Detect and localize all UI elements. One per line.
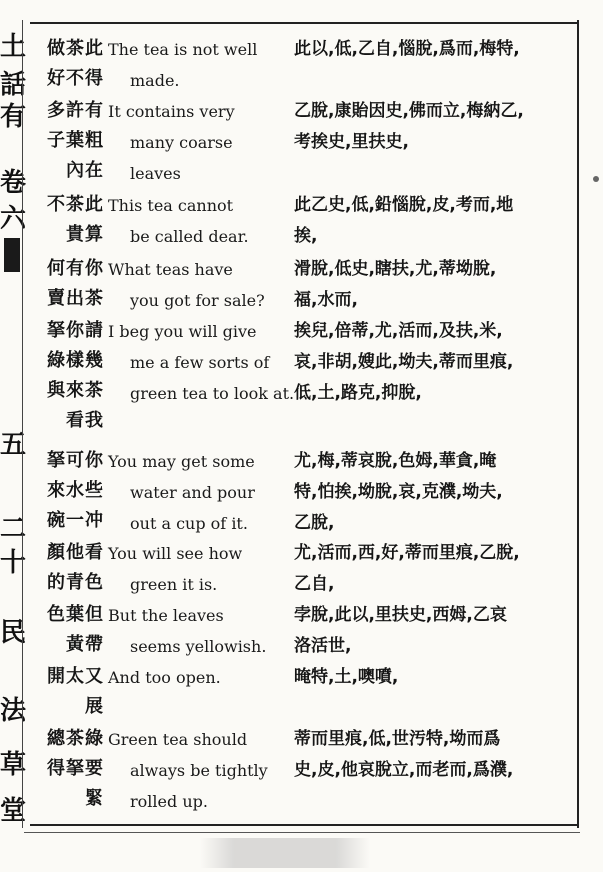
english-translation-line: But the leaves <box>108 606 224 625</box>
phonetic-transcription-line: 此乙史,低,鉛惱脫,皮,考而,地 <box>294 195 514 215</box>
english-translation <box>108 662 298 693</box>
english-translation-line: seems yellowish. <box>130 637 267 656</box>
english-translation-line: out a cup of it. <box>130 514 248 533</box>
spine-character: 六 <box>0 204 27 234</box>
phonetic-transcription-line: 此以,低,乙自,惱脫,爲而,梅特, <box>294 39 520 59</box>
chinese-phrase-line: 與來茶 <box>47 380 104 401</box>
chinese-phrase <box>26 538 104 598</box>
phonetic-transcription <box>294 34 574 65</box>
english-translation <box>108 190 298 252</box>
phonetic-transcription-line: 尤,活而,西,好,蒂而里痕,乙脫, <box>294 543 520 563</box>
spine-character: 草 <box>0 750 27 780</box>
chinese-phrase-line: 拏你請 <box>47 320 104 341</box>
chinese-phrase-line: 看我 <box>66 410 104 431</box>
phonetic-transcription-line: 孛脫,此以,里扶史,西姆,乙哀 <box>294 605 507 625</box>
phonetic-transcription-line: 乙脫, <box>294 513 335 533</box>
chinese-phrase-line: 得拏要 <box>47 758 104 779</box>
english-translation-line: This tea cannot <box>108 196 234 215</box>
phonetic-transcription <box>294 446 574 539</box>
spine-character: 民 <box>0 618 27 648</box>
phonetic-transcription <box>294 316 574 409</box>
english-translation-line: water and pour <box>130 483 255 502</box>
chinese-phrase-line: 開太又 <box>47 666 104 687</box>
chinese-phrase <box>26 96 104 186</box>
phonetic-transcription-line: 挨, <box>294 226 318 246</box>
english-translation-line: you got for sale? <box>130 291 265 310</box>
chinese-phrase-line: 好不得 <box>47 68 104 89</box>
english-translation <box>108 254 298 316</box>
chinese-phrase <box>26 662 104 722</box>
english-translation-line: many coarse <box>130 133 233 152</box>
chinese-phrase-line: 拏可你 <box>47 450 104 471</box>
bottom-border-rule-outer <box>24 832 580 833</box>
chinese-phrase-line: 做茶此 <box>47 38 104 59</box>
chinese-phrase-line: 內在 <box>66 160 104 181</box>
phonetic-transcription <box>294 600 574 662</box>
english-translation-line: Green tea should <box>108 730 248 749</box>
chinese-phrase-line: 多許有 <box>47 100 104 121</box>
chinese-phrase-line: 色葉但 <box>47 604 104 625</box>
english-translation-line: leaves <box>130 164 181 183</box>
english-translation <box>108 538 298 600</box>
right-border-rule <box>577 20 579 828</box>
english-translation <box>108 96 298 189</box>
english-translation-line: You will see how <box>108 544 243 563</box>
ink-spot <box>593 176 599 182</box>
phonetic-transcription-line: 蒂而里痕,低,世汚特,坳而爲 <box>294 729 501 749</box>
chinese-phrase <box>26 446 104 536</box>
english-translation-line: green tea to look at. <box>130 384 295 403</box>
bottom-border-rule <box>30 824 578 826</box>
chinese-phrase-line: 總茶綠 <box>47 728 104 749</box>
english-translation-line: always be tightly <box>130 761 268 780</box>
chinese-phrase-line: 緊 <box>85 788 104 809</box>
spine-character: 十 <box>0 548 27 578</box>
spine-character: 法 <box>0 696 27 726</box>
phonetic-transcription <box>294 724 574 786</box>
spine-rule <box>22 20 23 828</box>
phonetic-transcription-line: 福,水而, <box>294 290 358 310</box>
spine-character: 有 <box>0 102 27 132</box>
chinese-phrase-line: 貴算 <box>66 224 104 245</box>
chinese-phrase <box>26 34 104 94</box>
chinese-phrase <box>26 316 104 436</box>
english-translation <box>108 600 298 662</box>
chinese-phrase <box>26 724 104 814</box>
english-translation <box>108 724 298 817</box>
phonetic-transcription-line: 低,土,路克,抑脫, <box>294 383 422 403</box>
phonetic-transcription-line: 乙自, <box>294 574 335 594</box>
phonetic-transcription-line: 哀,非胡,嫂此,坳夫,蒂而里痕, <box>294 352 514 372</box>
spine-ink-block <box>4 238 20 272</box>
chinese-phrase <box>26 254 104 314</box>
spine-character: 五 <box>0 430 27 460</box>
phonetic-transcription-line: 滑脫,低史,瞎扶,尤,蒂坳脫, <box>294 259 497 279</box>
phonetic-transcription <box>294 190 574 252</box>
phonetic-transcription-line: 尤,梅,蒂哀脫,色姆,華貪,晻 <box>294 451 497 471</box>
english-translation-line: And too open. <box>108 668 221 687</box>
english-translation <box>108 34 298 96</box>
spine-character: 土 <box>0 32 27 62</box>
spine-character: 話 <box>0 70 27 100</box>
chinese-phrase-line: 顏他看 <box>47 542 104 563</box>
phonetic-transcription-line: 挨兒,倍蒂,尤,活而,及扶,米, <box>294 321 503 341</box>
phonetic-transcription-line: 洛活世, <box>294 636 352 656</box>
english-translation-line: green it is. <box>130 575 218 594</box>
chinese-phrase-line: 來水些 <box>47 480 104 501</box>
chinese-phrase <box>26 600 104 660</box>
phonetic-transcription <box>294 662 574 693</box>
chinese-phrase-line: 不茶此 <box>47 194 104 215</box>
english-translation-line: I beg you will give <box>108 322 257 341</box>
chinese-phrase-line: 賣出茶 <box>47 288 104 309</box>
english-translation-line: What teas have <box>108 260 233 279</box>
chinese-phrase-line: 碗一冲 <box>47 510 104 531</box>
phonetic-transcription-line: 晻特,土,噢噴, <box>294 667 399 687</box>
phonetic-transcription-line: 特,怕挨,坳脫,哀,克濮,坳夫, <box>294 482 503 502</box>
english-translation-line: You may get some <box>108 452 255 471</box>
chinese-phrase-line: 綠樣幾 <box>47 350 104 371</box>
spine-character: 二 <box>0 514 27 544</box>
phonetic-transcription <box>294 96 574 158</box>
english-translation-line: It contains very <box>108 102 235 121</box>
scan-smudge <box>200 838 370 868</box>
phonetic-transcription <box>294 538 574 600</box>
chinese-phrase-line: 子葉粗 <box>47 130 104 151</box>
top-border-rule <box>30 22 578 24</box>
phonetic-transcription <box>294 254 574 316</box>
english-translation-line: The tea is not well <box>108 40 258 59</box>
chinese-phrase <box>26 190 104 250</box>
spine-character: 卷 <box>0 168 27 198</box>
chinese-phrase-line: 的青色 <box>47 572 104 593</box>
english-translation <box>108 316 298 409</box>
chinese-phrase-line: 展 <box>85 696 104 717</box>
english-translation-line: be called dear. <box>130 227 249 246</box>
chinese-phrase-line: 黃帶 <box>66 634 104 655</box>
phonetic-transcription-line: 考挨史,里扶史, <box>294 132 409 152</box>
english-translation-line: made. <box>130 71 180 90</box>
english-translation <box>108 446 298 539</box>
spine-character: 堂 <box>0 796 27 826</box>
english-translation-line: rolled up. <box>130 792 208 811</box>
chinese-phrase-line: 何有你 <box>47 258 104 279</box>
phonetic-transcription-line: 乙脫,康貽因史,佛而立,梅納乙, <box>294 101 524 121</box>
english-translation-line: me a few sorts of <box>130 353 270 372</box>
phonetic-transcription-line: 史,皮,他哀脫立,而老而,爲濮, <box>294 760 514 780</box>
